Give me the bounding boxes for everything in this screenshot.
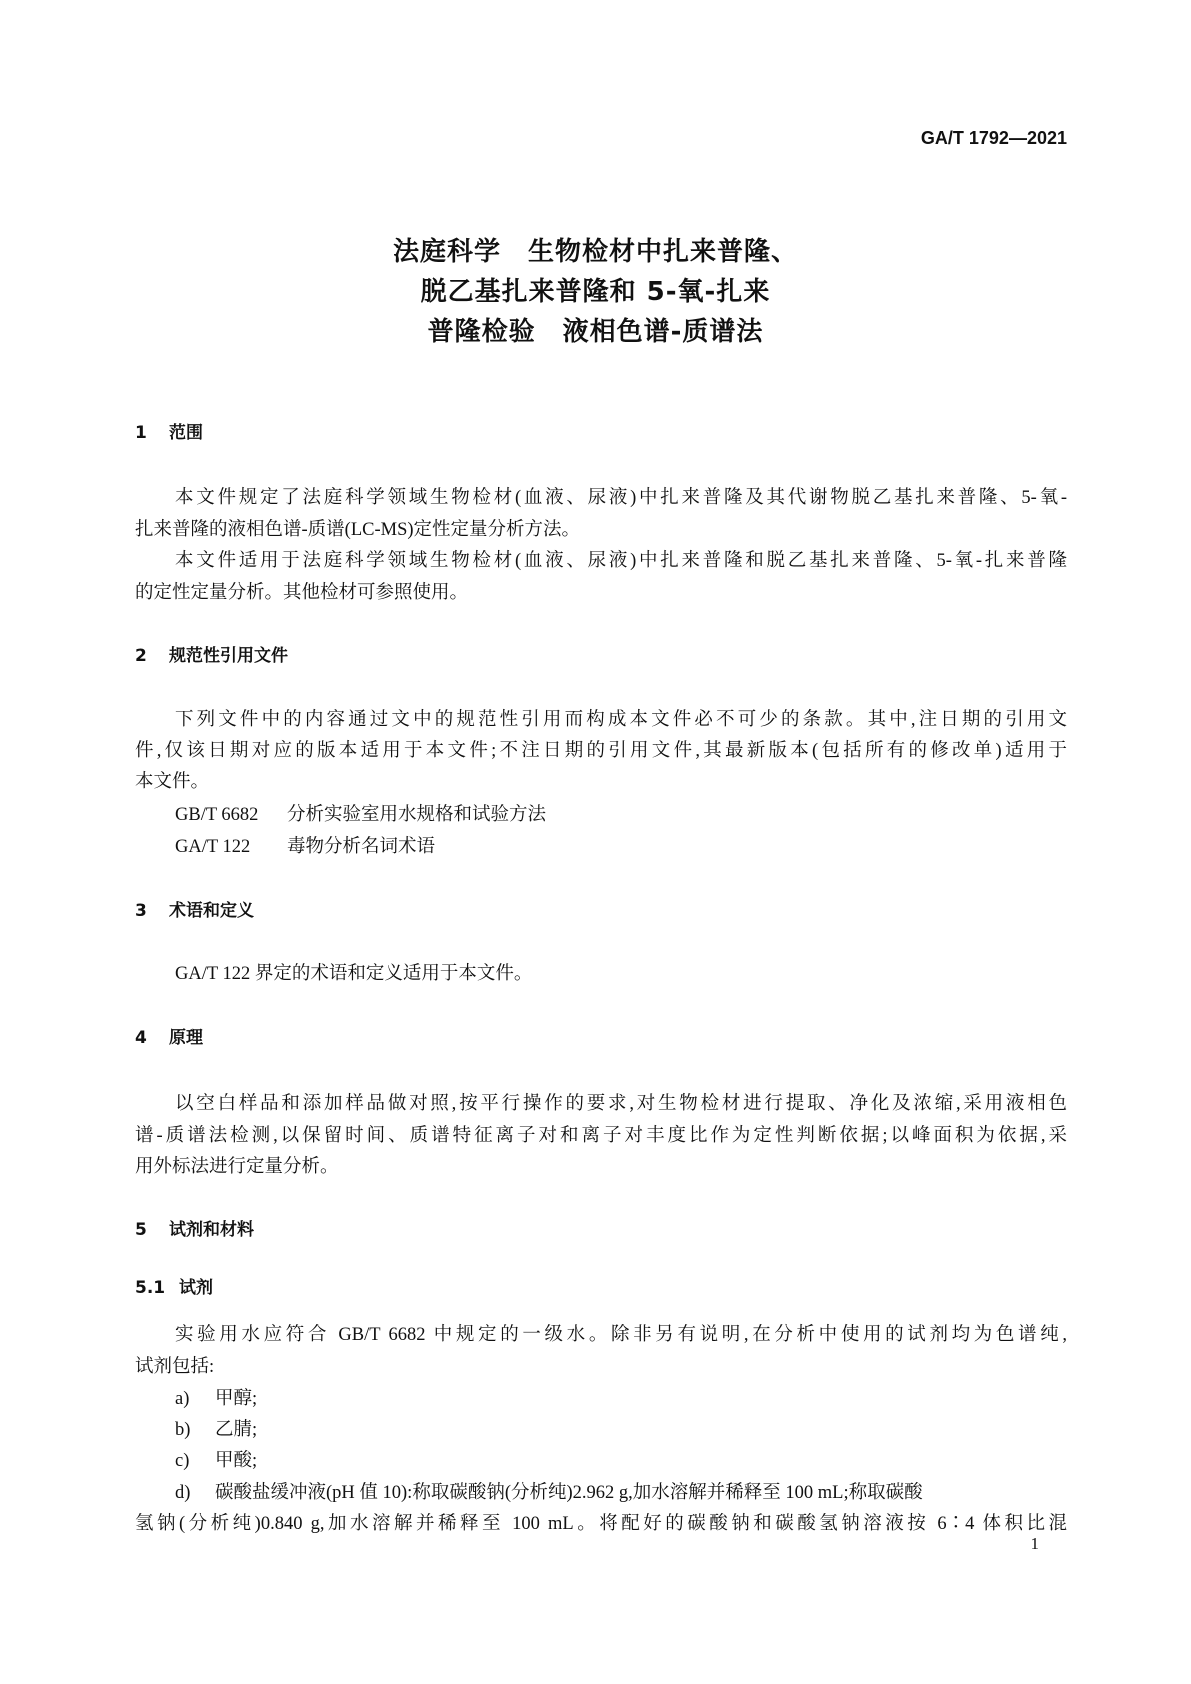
- section-number: 5.1: [135, 1278, 166, 1298]
- paragraph-line: 的定性定量分析。其他检材可参照使用。: [135, 583, 469, 603]
- section-title: 试剂: [179, 1278, 213, 1298]
- section-4-heading: [135, 1027, 203, 1049]
- paragraph-line: 扎来普隆的液相色谱-质谱(LC-MS)定性定量分析方法。: [135, 520, 581, 540]
- paragraph-line: 下列文件中的内容通过文中的规范性引用而构成本文件必不可少的条款。其中,注日期的引用文: [175, 710, 1067, 730]
- paragraph-line: 本文件适用于法庭科学领域生物检材(血液、尿液)中扎来普隆和脱乙基扎来普隆、5-氧-扎来普隆: [175, 551, 1067, 571]
- reference-title: 毒物分析名词术语: [287, 837, 436, 857]
- list-label: d): [175, 1483, 191, 1503]
- reference-code: GA/T 122: [175, 837, 251, 857]
- section-title: 原理: [169, 1028, 203, 1048]
- section-1-heading: [135, 422, 203, 444]
- section-title: 术语和定义: [169, 901, 254, 921]
- reference-code: GB/T 6682: [175, 805, 259, 825]
- normative-reference: [175, 835, 1067, 859]
- section-number: 1: [135, 423, 147, 443]
- section-number: 2: [135, 646, 147, 666]
- paragraph-line: 氢钠(分析纯)0.840 g,加水溶解并稀释至 100 mL。将配好的碳酸钠和碳酸氢钠溶液按 6∶4 体积比混: [135, 1514, 1067, 1534]
- paragraph-line: 本文件。: [135, 772, 210, 792]
- list-label: b): [175, 1420, 191, 1440]
- document-title-line-1: 法庭科学 生物检材中扎来普隆、: [392, 237, 798, 267]
- paragraph-line: 谱-质谱法检测,以保留时间、质谱特征离子对和离子对丰度比作为定性判断依据;以峰面积为依据,采: [135, 1126, 1067, 1146]
- list-item: [175, 1481, 1067, 1505]
- normative-reference: [175, 803, 1067, 827]
- paragraph-line: 试剂包括:: [135, 1357, 215, 1377]
- section-5-1-heading: [135, 1277, 213, 1299]
- section-title: 范围: [169, 423, 203, 443]
- reference-title: 分析实验室用水规格和试验方法: [287, 805, 547, 825]
- list-text: 乙腈;: [215, 1420, 258, 1440]
- section-5-heading: [135, 1219, 254, 1241]
- paragraph-line: 用外标法进行定量分析。: [135, 1157, 339, 1177]
- section-title: 试剂和材料: [169, 1220, 254, 1240]
- paragraph-line: 本文件规定了法庭科学领域生物检材(血液、尿液)中扎来普隆及其代谢物脱乙基扎来普隆、5-氧-: [175, 488, 1067, 508]
- document-title-line-2: 脱乙基扎来普隆和 5-氧-扎来: [420, 277, 771, 307]
- section-number: 3: [135, 901, 147, 921]
- paragraph-line: GA/T 122 界定的术语和定义适用于本文件。: [175, 964, 533, 984]
- list-item: [175, 1418, 1067, 1442]
- paragraph-line: 以空白样品和添加样品做对照,按平行操作的要求,对生物检材进行提取、净化及浓缩,采用液相色: [175, 1094, 1067, 1114]
- list-label: c): [175, 1451, 190, 1471]
- section-3-heading: [135, 900, 254, 922]
- section-number: 4: [135, 1028, 147, 1048]
- paragraph-line: 件,仅该日期对应的版本适用于本文件;不注日期的引用文件,其最新版本(包括所有的修改单)适用于: [135, 741, 1067, 761]
- list-text: 甲醇;: [215, 1389, 258, 1409]
- list-label: a): [175, 1389, 190, 1409]
- list-text: 碳酸盐缓冲液(pH 值 10):称取碳酸钠(分析纯)2.962 g,加水溶解并稀释至 100 mL;称取碳酸: [215, 1483, 923, 1503]
- document-title-line-3: 普隆检验 液相色谱-质谱法: [427, 317, 764, 347]
- list-item: [175, 1449, 1067, 1473]
- section-2-heading: [135, 645, 288, 667]
- list-text: 甲酸;: [215, 1451, 258, 1471]
- section-number: 5: [135, 1220, 147, 1240]
- paragraph-line: 实验用水应符合 GB/T 6682 中规定的一级水。除非另有说明,在分析中使用的试剂均为色谱纯,: [175, 1325, 1067, 1345]
- standard-number: GA/T 1792—2021: [920, 128, 1067, 148]
- section-title: 规范性引用文件: [169, 646, 288, 666]
- page-number: 1: [1030, 1534, 1039, 1553]
- list-item: [175, 1387, 1067, 1411]
